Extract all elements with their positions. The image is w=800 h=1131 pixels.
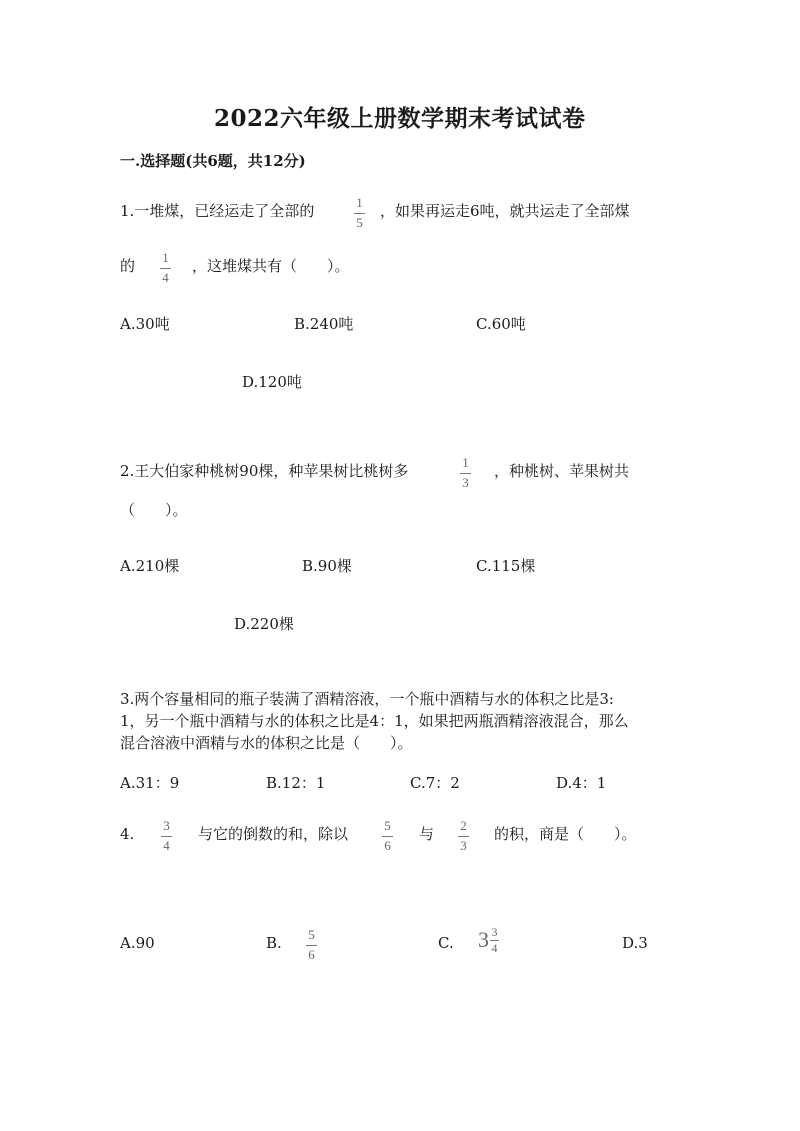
numerator: 3 bbox=[163, 818, 170, 833]
section-heading: 一.选择题(共6题，共12分) bbox=[120, 152, 306, 170]
q4-option-c-mixed-number bbox=[478, 926, 499, 954]
q4-option-b-fraction bbox=[306, 928, 317, 962]
numerator: 2 bbox=[460, 818, 467, 833]
q4-text-part3: 的积，商是（ ）。 bbox=[494, 825, 637, 843]
q3-line-3: 混合溶液中酒精与水的体积之比是（ ）。 bbox=[120, 734, 413, 752]
q1-text-part4: ，这堆煤共有（ ）。 bbox=[192, 257, 350, 275]
numerator: 3 bbox=[491, 925, 498, 939]
numerator: 1 bbox=[462, 455, 469, 470]
fraction-part bbox=[490, 926, 499, 954]
fraction-bar bbox=[160, 268, 171, 269]
page-title: 2022六年级上册数学期末考试试卷 bbox=[214, 105, 586, 132]
denominator: 4 bbox=[491, 941, 498, 955]
q3-option-d[interactable]: D.4：1 bbox=[556, 774, 607, 792]
q1-text-part2: ，如果再运走6吨，就共运走了全部煤 bbox=[380, 202, 630, 220]
q3-line-2: 1，另一个瓶中酒精与水的体积之比是4：1，如果把两瓶酒精溶液混合，那么 bbox=[120, 712, 629, 730]
fraction-bar bbox=[161, 836, 172, 837]
numerator: 1 bbox=[162, 250, 169, 265]
q2-text-part3: （ ）。 bbox=[120, 501, 188, 519]
denominator: 4 bbox=[162, 270, 169, 285]
denominator: 5 bbox=[356, 215, 363, 230]
q4-fraction-3 bbox=[458, 819, 469, 853]
q1-fraction-2 bbox=[160, 251, 171, 285]
q4-text-part1: 与它的倒数的和，除以 bbox=[198, 825, 349, 843]
q2-fraction-1 bbox=[460, 456, 471, 490]
q4-fraction-2 bbox=[382, 819, 393, 853]
q1-option-b[interactable]: B.240吨 bbox=[294, 315, 354, 333]
numerator: 5 bbox=[308, 927, 315, 942]
q4-option-c-label[interactable]: C. bbox=[438, 934, 454, 952]
denominator: 4 bbox=[163, 838, 170, 853]
q2-option-a[interactable]: A.210棵 bbox=[120, 557, 180, 575]
q4-option-b-label[interactable]: B. bbox=[266, 934, 282, 952]
denominator: 3 bbox=[460, 838, 467, 853]
q2-option-b[interactable]: B.90棵 bbox=[302, 557, 352, 575]
q4-fraction-1 bbox=[161, 819, 172, 853]
q3-option-c[interactable]: C.7：2 bbox=[410, 774, 460, 792]
q3-line-1: 3.两个容量相同的瓶子装满了酒精溶液，一个瓶中酒精与水的体积之比是3: bbox=[120, 690, 614, 708]
q1-text-part3: 的 bbox=[120, 257, 136, 275]
denominator: 3 bbox=[462, 475, 469, 490]
denominator: 6 bbox=[384, 838, 391, 853]
q4-option-d[interactable]: D.3 bbox=[622, 934, 648, 952]
q2-option-d[interactable]: D.220棵 bbox=[234, 615, 294, 633]
q4-number: 4. bbox=[120, 825, 135, 843]
q4-text-part2: 与 bbox=[419, 825, 435, 843]
fraction-bar bbox=[460, 473, 471, 474]
fraction-bar bbox=[354, 213, 365, 214]
q2-text-part2: ，种桃树、苹果树共 bbox=[494, 462, 630, 480]
q1-fraction-1 bbox=[354, 196, 365, 230]
whole-part: 3 bbox=[478, 927, 489, 952]
q4-option-a[interactable]: A.90 bbox=[120, 934, 155, 952]
q2-text-part1: 2.王大伯家种桃树90棵，种苹果树比桃树多 bbox=[120, 462, 409, 480]
q2-option-c[interactable]: C.115棵 bbox=[476, 557, 536, 575]
q1-option-d[interactable]: D.120吨 bbox=[242, 373, 302, 391]
q1-option-c[interactable]: C.60吨 bbox=[476, 315, 526, 333]
fraction-bar bbox=[382, 836, 393, 837]
fraction-bar bbox=[306, 945, 317, 946]
numerator: 1 bbox=[356, 195, 363, 210]
denominator: 6 bbox=[308, 947, 315, 962]
q1-text-part1: 1.一堆煤，已经运走了全部的 bbox=[120, 202, 315, 220]
q3-option-b[interactable]: B.12：1 bbox=[266, 774, 326, 792]
q3-option-a[interactable]: A.31：9 bbox=[120, 774, 180, 792]
numerator: 5 bbox=[384, 818, 391, 833]
q1-option-a[interactable]: A.30吨 bbox=[120, 315, 170, 333]
fraction-bar bbox=[458, 836, 469, 837]
